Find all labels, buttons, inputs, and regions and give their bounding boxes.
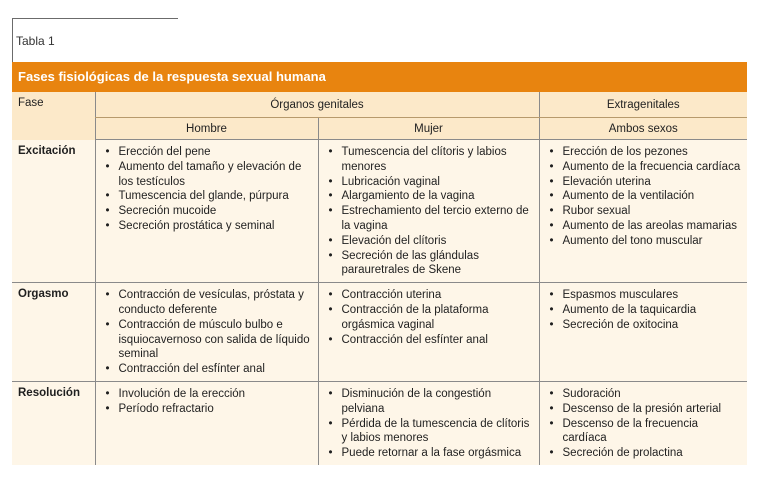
bullet-list: [100, 145, 314, 234]
phases-table: [12, 92, 747, 465]
table-caption: Tabla 1: [16, 34, 55, 48]
bullet-item: • Elevación del clítoris: [329, 234, 535, 249]
bullet-item: • Contracción de vesículas, próstata y conducto deferente: [106, 288, 314, 318]
bullet-item: • Lubricación vaginal: [329, 175, 535, 190]
bullet-list: [323, 288, 535, 347]
bullet-item: • Descenso de la frecuencia cardíaca: [550, 417, 744, 447]
header-fase: Fase: [12, 92, 95, 140]
hombre-cell: [95, 283, 318, 382]
bullet-item: • Contracción del esfínter anal: [106, 362, 314, 377]
bullet-item: • Secreción de prolactina: [550, 446, 744, 461]
bullet-item: • Aumento de la taquicardia: [550, 303, 744, 318]
phase-cell: Orgasmo: [12, 283, 95, 382]
bullet-item: • Aumento de las areolas mamarias: [550, 219, 744, 234]
ambos-cell: [539, 381, 747, 464]
mujer-cell: [318, 381, 539, 464]
table-row: [12, 283, 747, 382]
bullet-list: [544, 145, 744, 249]
bullet-item: • Alargamiento de la vagina: [329, 189, 535, 204]
bullet-item: • Rubor sexual: [550, 204, 744, 219]
physiology-table: [12, 62, 747, 465]
bullet-item: • Disminución de la congestión pelviana: [329, 387, 535, 417]
bullet-list: [100, 387, 314, 417]
table-row: [12, 140, 747, 283]
bullet-item: • Erección de los pezones: [550, 145, 744, 160]
top-rule: [12, 18, 178, 19]
header-hombre: Hombre: [95, 118, 318, 140]
header-ambos-sexos: Ambos sexos: [539, 118, 747, 140]
mujer-cell: [318, 140, 539, 283]
bullet-item: • Pérdida de la tumescencia de clítoris y labios menores: [329, 417, 535, 447]
mujer-cell: [318, 283, 539, 382]
bullet-item: • Aumento de la ventilación: [550, 189, 744, 204]
bullet-item: • Período refractario: [106, 402, 314, 417]
bullet-list: [323, 145, 535, 278]
bullet-list: [100, 288, 314, 377]
table-row: [12, 381, 747, 464]
bullet-item: • Contracción de músculo bulbo e isquiocavernoso con salida de líquido seminal: [106, 318, 314, 362]
bullet-item: • Secreción prostática y seminal: [106, 219, 314, 234]
ambos-cell: [539, 283, 747, 382]
bullet-item: • Puede retornar a la fase orgásmica: [329, 446, 535, 461]
bullet-item: • Contracción del esfínter anal: [329, 333, 535, 348]
header-extragenitales: Extragenitales: [539, 92, 747, 118]
header-organos-genitales: Órganos genitales: [95, 92, 539, 118]
bullet-item: • Descenso de la presión arterial: [550, 402, 744, 417]
ambos-cell: [539, 140, 747, 283]
bullet-item: • Secreción mucoide: [106, 204, 314, 219]
bullet-item: • Sudoración: [550, 387, 744, 402]
hombre-cell: [95, 140, 318, 283]
header-mujer: Mujer: [318, 118, 539, 140]
table-title: Fases fisiológicas de la respuesta sexual humana: [12, 62, 747, 92]
bullet-item: • Secreción de las glándulas parauretrales de Skene: [329, 249, 535, 279]
bullet-item: • Secreción de oxitocina: [550, 318, 744, 333]
bullet-item: • Tumescencia del glande, púrpura: [106, 189, 314, 204]
bullet-item: • Aumento del tono muscular: [550, 234, 744, 249]
hombre-cell: [95, 381, 318, 464]
bullet-item: • Espasmos musculares: [550, 288, 744, 303]
bullet-list: [544, 387, 744, 461]
bullet-item: • Aumento del tamaño y elevación de los testículos: [106, 160, 314, 190]
bullet-item: • Involución de la erección: [106, 387, 314, 402]
bullet-list: [323, 387, 535, 461]
phase-cell: Excitación: [12, 140, 95, 283]
bullet-item: • Elevación uterina: [550, 175, 744, 190]
bullet-item: • Estrechamiento del tercio externo de la vagina: [329, 204, 535, 234]
bullet-list: [544, 288, 744, 332]
bullet-item: • Tumescencia del clítoris y labios menores: [329, 145, 535, 175]
bullet-item: • Contracción de la plataforma orgásmica vaginal: [329, 303, 535, 333]
bullet-item: • Erección del pene: [106, 145, 314, 160]
bullet-item: • Contracción uterina: [329, 288, 535, 303]
phase-cell: Resolución: [12, 381, 95, 464]
bullet-item: • Aumento de la frecuencia cardíaca: [550, 160, 744, 175]
